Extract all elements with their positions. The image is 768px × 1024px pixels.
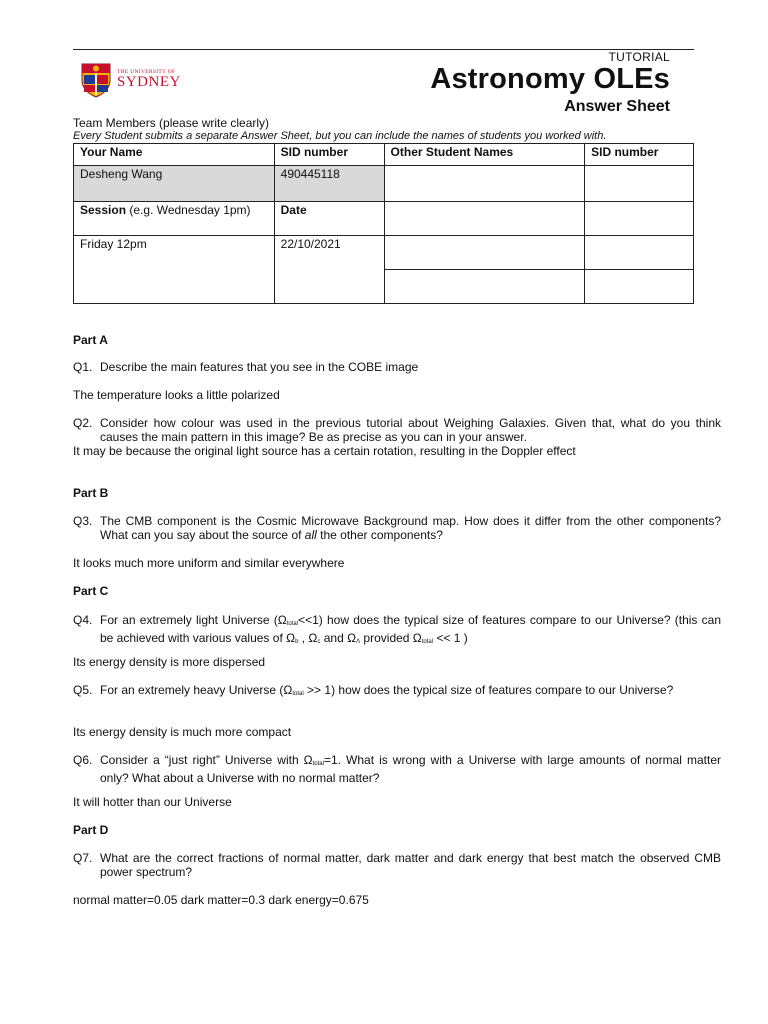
question-text: What are the correct fractions of normal matter, dark matter and dark energy that best match the observed CMB power spectrum? xyxy=(100,851,721,879)
question-text: For an extremely light Universe (Ω xyxy=(100,613,287,627)
question-text: and Ω xyxy=(320,631,357,645)
question-text: the other components? xyxy=(316,528,443,542)
table-row xyxy=(74,236,694,270)
subscript: total xyxy=(421,639,434,645)
answer-3[interactable]: It looks much more uniform and similar everywhere xyxy=(73,556,345,570)
question-2 xyxy=(73,416,721,444)
page-title: Astronomy OLEs xyxy=(430,63,670,95)
question-4 xyxy=(73,613,721,649)
date-label-cell: Date xyxy=(274,202,384,236)
sid-cell[interactable]: 490445118 xyxy=(274,166,384,202)
question-3 xyxy=(73,514,721,542)
other-name-cell-3[interactable] xyxy=(384,236,585,270)
session-label: Session xyxy=(80,203,127,217)
crest-icon xyxy=(80,62,112,98)
header-your-name: Your Name xyxy=(74,144,275,166)
answer-7[interactable]: normal matter=0.05 dark matter=0.3 dark energy=0.675 xyxy=(73,893,369,907)
subscript: total xyxy=(292,691,304,697)
question-text: provided Ω xyxy=(360,631,422,645)
other-name-cell-1[interactable] xyxy=(384,166,585,202)
team-members-note: Every Student submits a separate Answer Sheet, but you can include the names of students you worked with. xyxy=(73,130,607,142)
part-a-heading: Part A xyxy=(73,333,108,347)
page-subtitle: Answer Sheet xyxy=(564,98,670,115)
answer-6[interactable]: It will hotter than our Universe xyxy=(73,795,232,809)
header-other-sid: SID number xyxy=(585,144,694,166)
logo-text-small: THE UNIVERSITY OF xyxy=(117,69,176,75)
question-text: >> 1) how does the typical size of features compare to our Universe? xyxy=(303,683,674,697)
team-members-label: Team Members (please write clearly) xyxy=(73,116,270,130)
session-label-cell xyxy=(74,202,275,236)
other-name-cell-4[interactable] xyxy=(384,270,585,304)
question-1 xyxy=(73,360,721,374)
part-c-heading: Part C xyxy=(73,584,109,598)
answer-1[interactable]: The temperature looks a little polarized xyxy=(73,388,280,402)
subscript: total xyxy=(286,621,299,627)
date-value-cell[interactable]: 22/10/2021 xyxy=(274,236,384,304)
table-row xyxy=(74,166,694,202)
question-number: Q6. xyxy=(73,753,93,767)
session-value-cell[interactable]: Friday 12pm xyxy=(74,236,275,304)
question-text: =1. What is wrong with a Universe with large amounts of normal matter only? What about a Universe with no normal matter? xyxy=(100,753,721,785)
question-number: Q5. xyxy=(73,683,93,697)
other-sid-cell-1[interactable] xyxy=(585,166,694,202)
question-number: Q7. xyxy=(73,851,93,865)
table-row xyxy=(74,144,694,166)
subscript: c xyxy=(317,639,321,645)
other-sid-cell-2[interactable] xyxy=(585,202,694,236)
question-text: Consider how colour was used in the previous tutorial about Weighing Galaxies. Given that, what do you think causes the main pattern in this image? Be as precise as you can in your answer. xyxy=(100,416,721,444)
subscript: b xyxy=(295,639,299,645)
header-sid: SID number xyxy=(274,144,384,166)
session-hint: (e.g. Wednesday 1pm) xyxy=(126,203,251,217)
question-5 xyxy=(73,683,721,701)
question-text: Consider a “just right” Universe with Ω xyxy=(100,753,313,767)
subscript: Λ xyxy=(356,639,361,645)
answer-5[interactable]: Its energy density is much more compact xyxy=(73,725,292,739)
question-number: Q2. xyxy=(73,416,93,430)
part-d-heading: Part D xyxy=(73,823,109,837)
question-text: The CMB component is the Cosmic Microwave Background map. How does it differ from the other components? What can you say about the source of xyxy=(100,514,721,542)
question-text: <<1) how does the typical size of features compare to our Universe? (this can be achieved with various values of Ω xyxy=(100,613,721,645)
question-number: Q4. xyxy=(73,613,93,627)
tutorial-label: TUTORIAL xyxy=(608,50,670,64)
header-rule xyxy=(73,49,694,50)
question-text: For an extremely heavy Universe (Ω xyxy=(100,683,293,697)
logo-text-big: SYDNEY xyxy=(117,74,181,90)
subscript: total xyxy=(312,761,324,767)
university-logo xyxy=(80,62,192,100)
question-text: << 1 ) xyxy=(433,631,468,645)
question-6 xyxy=(73,753,721,785)
answer-2[interactable]: It may be because the original light source has a certain rotation, resulting in the Doppler effect xyxy=(73,444,576,458)
answer-4[interactable]: Its energy density is more dispersed xyxy=(73,655,266,669)
other-sid-cell-3[interactable] xyxy=(585,236,694,270)
header-other-names: Other Student Names xyxy=(384,144,585,166)
team-table xyxy=(73,143,694,304)
question-emphasis: all xyxy=(304,528,317,542)
other-name-cell-2[interactable] xyxy=(384,202,585,236)
table-row xyxy=(74,202,694,236)
question-number: Q1. xyxy=(73,360,93,374)
other-sid-cell-4[interactable] xyxy=(585,270,694,304)
question-7 xyxy=(73,851,721,879)
question-text: , Ω xyxy=(298,631,318,645)
question-text: Describe the main features that you see in the COBE image xyxy=(100,360,419,374)
part-b-heading: Part B xyxy=(73,486,109,500)
your-name-cell[interactable]: Desheng Wang xyxy=(74,166,275,202)
question-number: Q3. xyxy=(73,514,93,528)
